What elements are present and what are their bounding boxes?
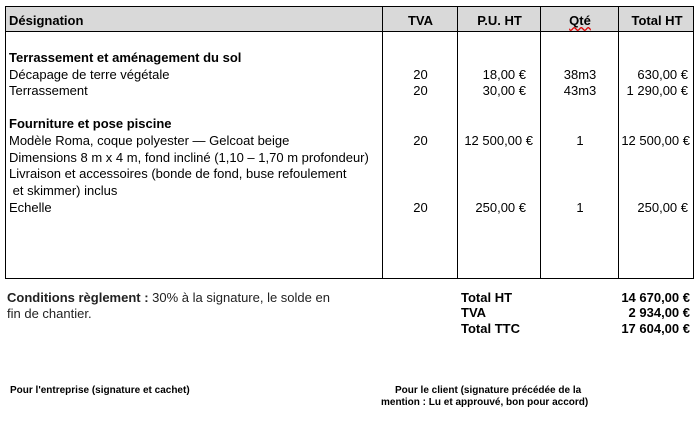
conditions-label: Conditions règlement : [7,290,149,305]
table-header-row [6,7,693,32]
cell-designation: Décapage de terre végétale [9,67,170,82]
cell-designation: Echelle [9,200,52,215]
cell-designation: Modèle Roma, coque polyester — Gelcoat beige [9,133,290,148]
conditions-line-1 [7,290,330,305]
header-total-ht: Total HT [631,13,683,28]
cell-total-ht: 250,00 € [637,200,688,215]
cell-designation: Dimensions 8 m x 4 m, fond incliné (1,10 – 1,70 m profondeur) [9,150,369,165]
tva-label: TVA [461,305,487,320]
conditions-text-2: fin de chantier. [7,306,92,321]
header-qte: Qté [569,13,591,28]
company-signature-label: Pour l'entreprise (signature et cachet) [10,385,190,396]
header-tva: TVA [407,13,434,28]
cell-total-ht: 630,00 € [637,67,688,82]
header-designation: Désignation [9,13,84,28]
section-title: Fourniture et pose piscine [9,116,172,131]
cell-designation: Livraison et accessoires (bonde de fond, buse refoulement [9,166,347,181]
total-ht-label: Total HT [461,290,513,305]
cell-pu-ht: 30,00 € [482,83,526,98]
cell-pu-ht: 18,00 € [482,67,526,82]
cell-qte: 1 [576,133,584,148]
section-title: Terrassement et aménagement du sol [9,50,242,65]
cell-pu-ht: 12 500,00 € [464,133,533,148]
cell-qte: 38m3 [563,67,597,82]
cell-designation: et skimmer) inclus [9,183,118,198]
cell-tva: 20 [413,67,428,82]
conditions-text-1: 30% à la signature, le solde en [148,290,330,305]
cell-total-ht: 1 290,00 € [626,83,688,98]
cell-designation: Terrassement [9,83,88,98]
cell-total-ht: 12 500,00 € [621,133,690,148]
client-signature-label-1: Pour le client (signature précédée de la [395,385,582,396]
total-ht-value: 14 670,00 € [621,290,690,305]
total-ttc-label: Total TTC [461,321,520,336]
cell-tva: 20 [413,83,428,98]
quote-table [5,6,694,279]
cell-pu-ht: 250,00 € [475,200,526,215]
tva-value: 2 934,00 € [628,305,690,320]
total-ttc-value: 17 604,00 € [621,321,690,336]
cell-tva: 20 [413,200,428,215]
cell-qte: 43m3 [563,83,597,98]
client-signature-label-2: mention : Lu et approuvé, bon pour accord) [381,397,589,408]
header-pu-ht: P.U. HT [477,13,522,28]
cell-tva: 20 [413,133,428,148]
cell-qte: 1 [576,200,584,215]
